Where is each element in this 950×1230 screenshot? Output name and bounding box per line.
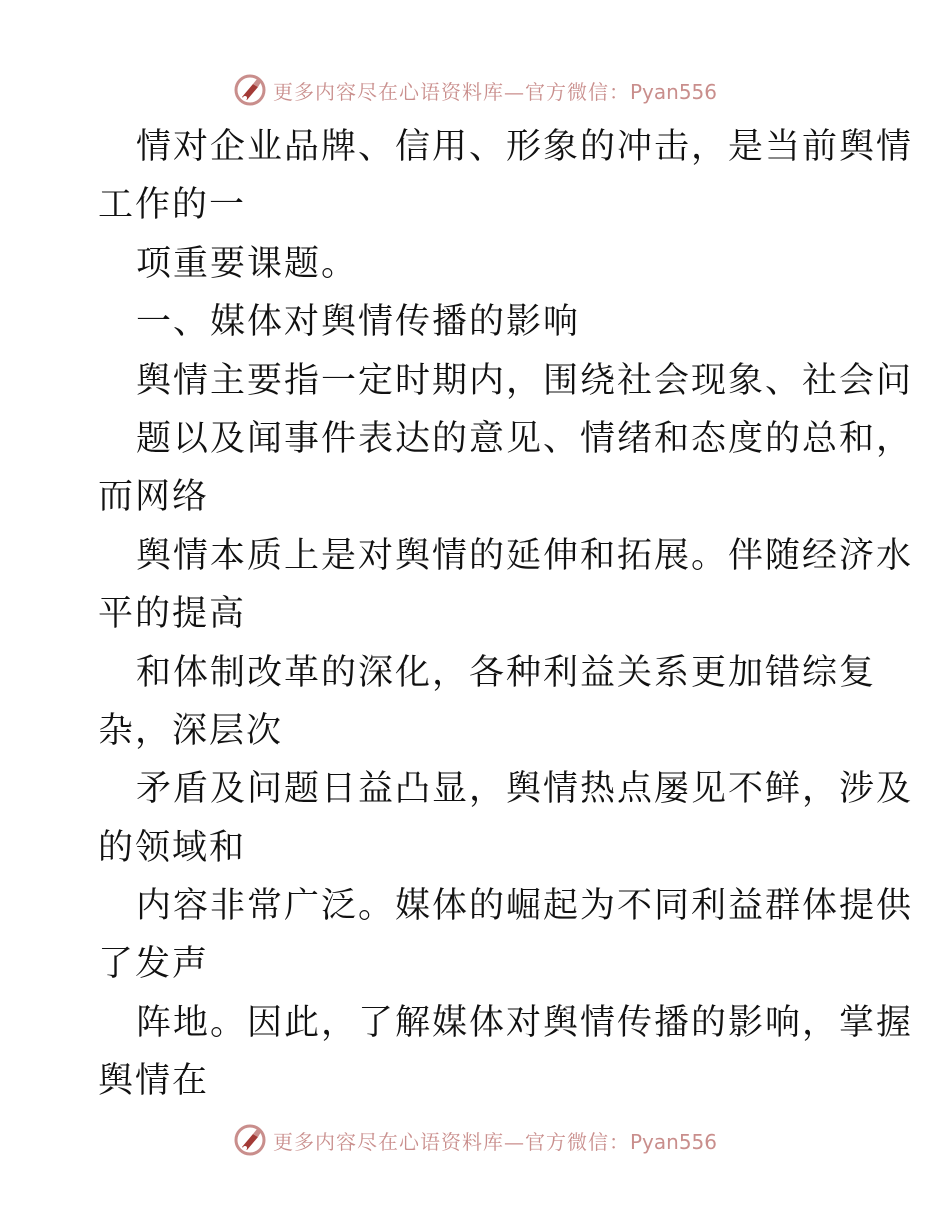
pen-nib-logo-icon (233, 73, 267, 107)
text-line: 一、媒体对舆情传播的影响 (136, 302, 581, 343)
text-line: 工作的一 (98, 185, 247, 226)
watermark-text: 更多内容尽在心语资料库—官方微信：Pyan556 (272, 1129, 717, 1154)
text-line: 舆情主要指一定时期内，围绕社会现象、社会问 (136, 360, 914, 401)
text-line: 和体制改革的深化，各种利益关系更加错综复 (136, 652, 877, 693)
text-line: 而网络 (98, 477, 210, 518)
footer-watermark (0, 1120, 950, 1160)
text-line: 了发声 (98, 944, 210, 985)
text-line: 平的提高 (98, 594, 247, 635)
header-watermark (0, 70, 950, 110)
text-line: 情对企业品牌、信用、形象的冲击，是当前舆情 (136, 127, 914, 167)
text-line: 舆情本质上是对舆情的延伸和拓展。伴随经济水 (136, 535, 914, 576)
pen-nib-logo-icon (233, 1123, 267, 1157)
text-line: 阵地。因此，了解媒体对舆情传播的影响，掌握 (136, 1002, 914, 1043)
text-line: 矛盾及问题日益凸显，舆情热点屡见不鲜，涉及 (136, 769, 914, 810)
document-body (98, 118, 914, 1111)
text-line: 杂，深层次 (98, 710, 284, 751)
text-line: 题以及闻事件表达的意见、情绪和态度的总和， (136, 418, 914, 459)
text-line: 舆情在 (98, 1061, 210, 1102)
watermark-text: 更多内容尽在心语资料库—官方微信：Pyan556 (272, 79, 717, 104)
text-line: 项重要课题。 (136, 243, 359, 284)
text-line: 的领域和 (98, 827, 247, 868)
text-line: 内容非常广泛。媒体的崛起为不同利益群体提供 (136, 886, 914, 927)
